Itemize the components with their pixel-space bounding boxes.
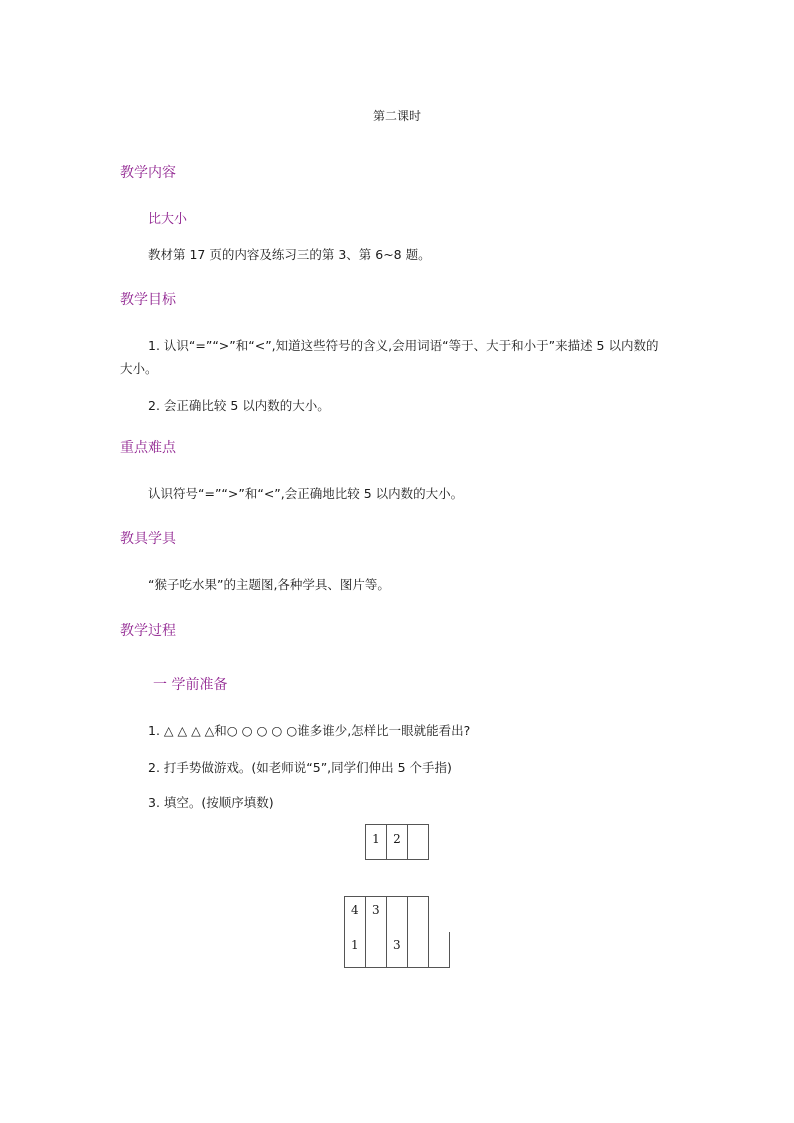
section-heading-process: 教学过程 — [120, 623, 176, 639]
grid1-cell[interactable]: 2 — [387, 825, 408, 860]
goal-item-1-line-1: 1. 认识“=”“>”和“<”,知道这些符号的含义,会用词语“等于、大于和小于”来描述 5 以内数的 — [148, 338, 659, 353]
keypoints-text: 认识符号“=”“>”和“<”,会正确地比较 5 以内数的大小。 — [148, 486, 464, 501]
fill-in-grid-1 — [365, 824, 429, 860]
content-text: 教材第 17 页的内容及练习三的第 3、第 6~8 题。 — [148, 247, 431, 262]
section-heading-goals: 教学目标 — [120, 292, 176, 308]
goal-item-1-line-2: 大小。 — [120, 361, 158, 376]
section-heading-keypoints: 重点难点 — [120, 440, 176, 456]
process-item-3: 3. 填空。(按顺序填数) — [148, 795, 274, 810]
goal-item-2: 2. 会正确比较 5 以内数的大小。 — [148, 398, 330, 413]
process-item-1: 1. △ △ △ △和○ ○ ○ ○ ○谁多谁少,怎样比一眼就能看出? — [148, 723, 471, 738]
fill-in-grid-2 — [344, 896, 450, 968]
process-item-2: 2. 打手势做游戏。(如老师说“5”,同学们伸出 5 个手指) — [148, 760, 452, 775]
grid2-cell[interactable]: 1 — [351, 938, 359, 952]
topic-label: 比大小 — [148, 212, 188, 227]
process-sub-heading: 一 学前准备 — [153, 677, 228, 693]
grid2-cell[interactable]: 3 — [372, 903, 380, 917]
section-heading-tools: 教具学具 — [120, 531, 176, 547]
section-heading-content: 教学内容 — [120, 165, 176, 181]
grid1-cell[interactable]: 1 — [366, 825, 387, 860]
grid2-cell[interactable]: 3 — [393, 938, 401, 952]
grid2-cell[interactable]: 4 — [351, 903, 359, 917]
tools-text: “猴子吃水果”的主题图,各种学具、图片等。 — [148, 577, 390, 592]
grid1-cell[interactable] — [408, 825, 429, 860]
page-title: 第二课时 — [372, 109, 421, 123]
